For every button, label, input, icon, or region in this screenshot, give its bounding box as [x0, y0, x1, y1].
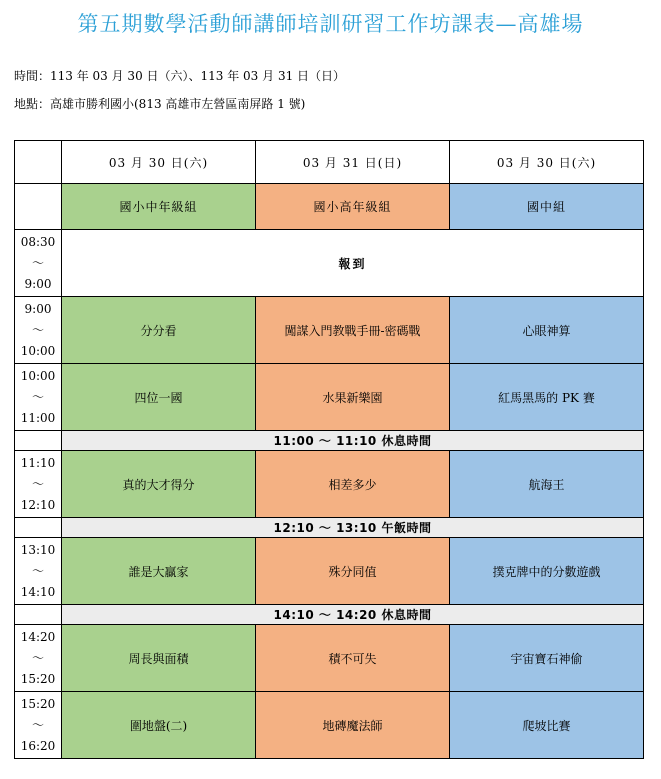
- schedule-table: [14, 140, 644, 759]
- checkin-row: [15, 230, 644, 297]
- break-time-cell: [15, 518, 62, 538]
- activity-cell: 誰是大贏家: [62, 538, 256, 605]
- time-slot: 13:10 ～ 14:10: [15, 538, 62, 605]
- location-info: 地點：高雄市勝利國小(813 高雄市左營區南屏路 1 號): [14, 97, 306, 111]
- activity-cell: 分分看: [62, 297, 256, 364]
- activity-cell: 周長與面積: [62, 625, 256, 692]
- checkin-cell: 報到: [62, 230, 644, 297]
- activity-cell: 撲克牌中的分數遊戲: [450, 538, 644, 605]
- session-row: [15, 692, 644, 759]
- activity-cell: 四位一國: [62, 364, 256, 431]
- activity-cell: 水果新樂園: [256, 364, 450, 431]
- session-row: [15, 538, 644, 605]
- activity-cell: 殊分同值: [256, 538, 450, 605]
- date-header: 03 月 30 日(六): [450, 141, 644, 184]
- time-slot: 10:00 ～ 11:00: [15, 364, 62, 431]
- date-header: 03 月 31 日(日): [256, 141, 450, 184]
- corner-cell: [15, 184, 62, 230]
- session-row: [15, 625, 644, 692]
- activity-cell: 航海王: [450, 451, 644, 518]
- activity-cell: 地磚魔法師: [256, 692, 450, 759]
- activity-cell: 積不可失: [256, 625, 450, 692]
- date-header-row: [15, 141, 644, 184]
- time-slot: 11:10 ～ 12:10: [15, 451, 62, 518]
- activity-cell: 宇宙寶石神偷: [450, 625, 644, 692]
- time-slot: 08:30 ～ 9:00: [15, 230, 62, 297]
- corner-cell: [15, 141, 62, 184]
- group-header-junior-high: 國中組: [450, 184, 644, 230]
- group-header-elementary-middle: 國小中年級組: [62, 184, 256, 230]
- break-time-cell: [15, 431, 62, 451]
- date-header: 03 月 30 日(六): [62, 141, 256, 184]
- page-title: 第五期數學活動師講師培訓研習工作坊課表—高雄場: [77, 12, 584, 36]
- time-info: 時間：113 年 03 月 30 日（六）、113 年 03 月 31 日（日）: [14, 69, 346, 83]
- group-header-elementary-upper: 國小高年級組: [256, 184, 450, 230]
- activity-cell: 相差多少: [256, 451, 450, 518]
- time-slot: 14:20 ～ 15:20: [15, 625, 62, 692]
- activity-cell: 真的大才得分: [62, 451, 256, 518]
- activity-cell: 紅馬黑馬的 PK 賽: [450, 364, 644, 431]
- group-header-row: [15, 184, 644, 230]
- activity-cell: 闖謀入門教戰手冊-密碼戰: [256, 297, 450, 364]
- session-row: [15, 364, 644, 431]
- break-row: [15, 605, 644, 625]
- activity-cell: 爬坡比賽: [450, 692, 644, 759]
- activity-cell: 心眼神算: [450, 297, 644, 364]
- break-label: 11:00 ～ 11:10 休息時間: [62, 431, 644, 451]
- break-row: [15, 518, 644, 538]
- activity-cell: 圍地盤(二): [62, 692, 256, 759]
- session-row: [15, 451, 644, 518]
- break-time-cell: [15, 605, 62, 625]
- break-label: 14:10 ～ 14:20 休息時間: [62, 605, 644, 625]
- break-row: [15, 431, 644, 451]
- time-slot: 9:00 ～ 10:00: [15, 297, 62, 364]
- time-slot: 15:20 ～ 16:20: [15, 692, 62, 759]
- session-row: [15, 297, 644, 364]
- lunch-label: 12:10 ～ 13:10 午飯時間: [62, 518, 644, 538]
